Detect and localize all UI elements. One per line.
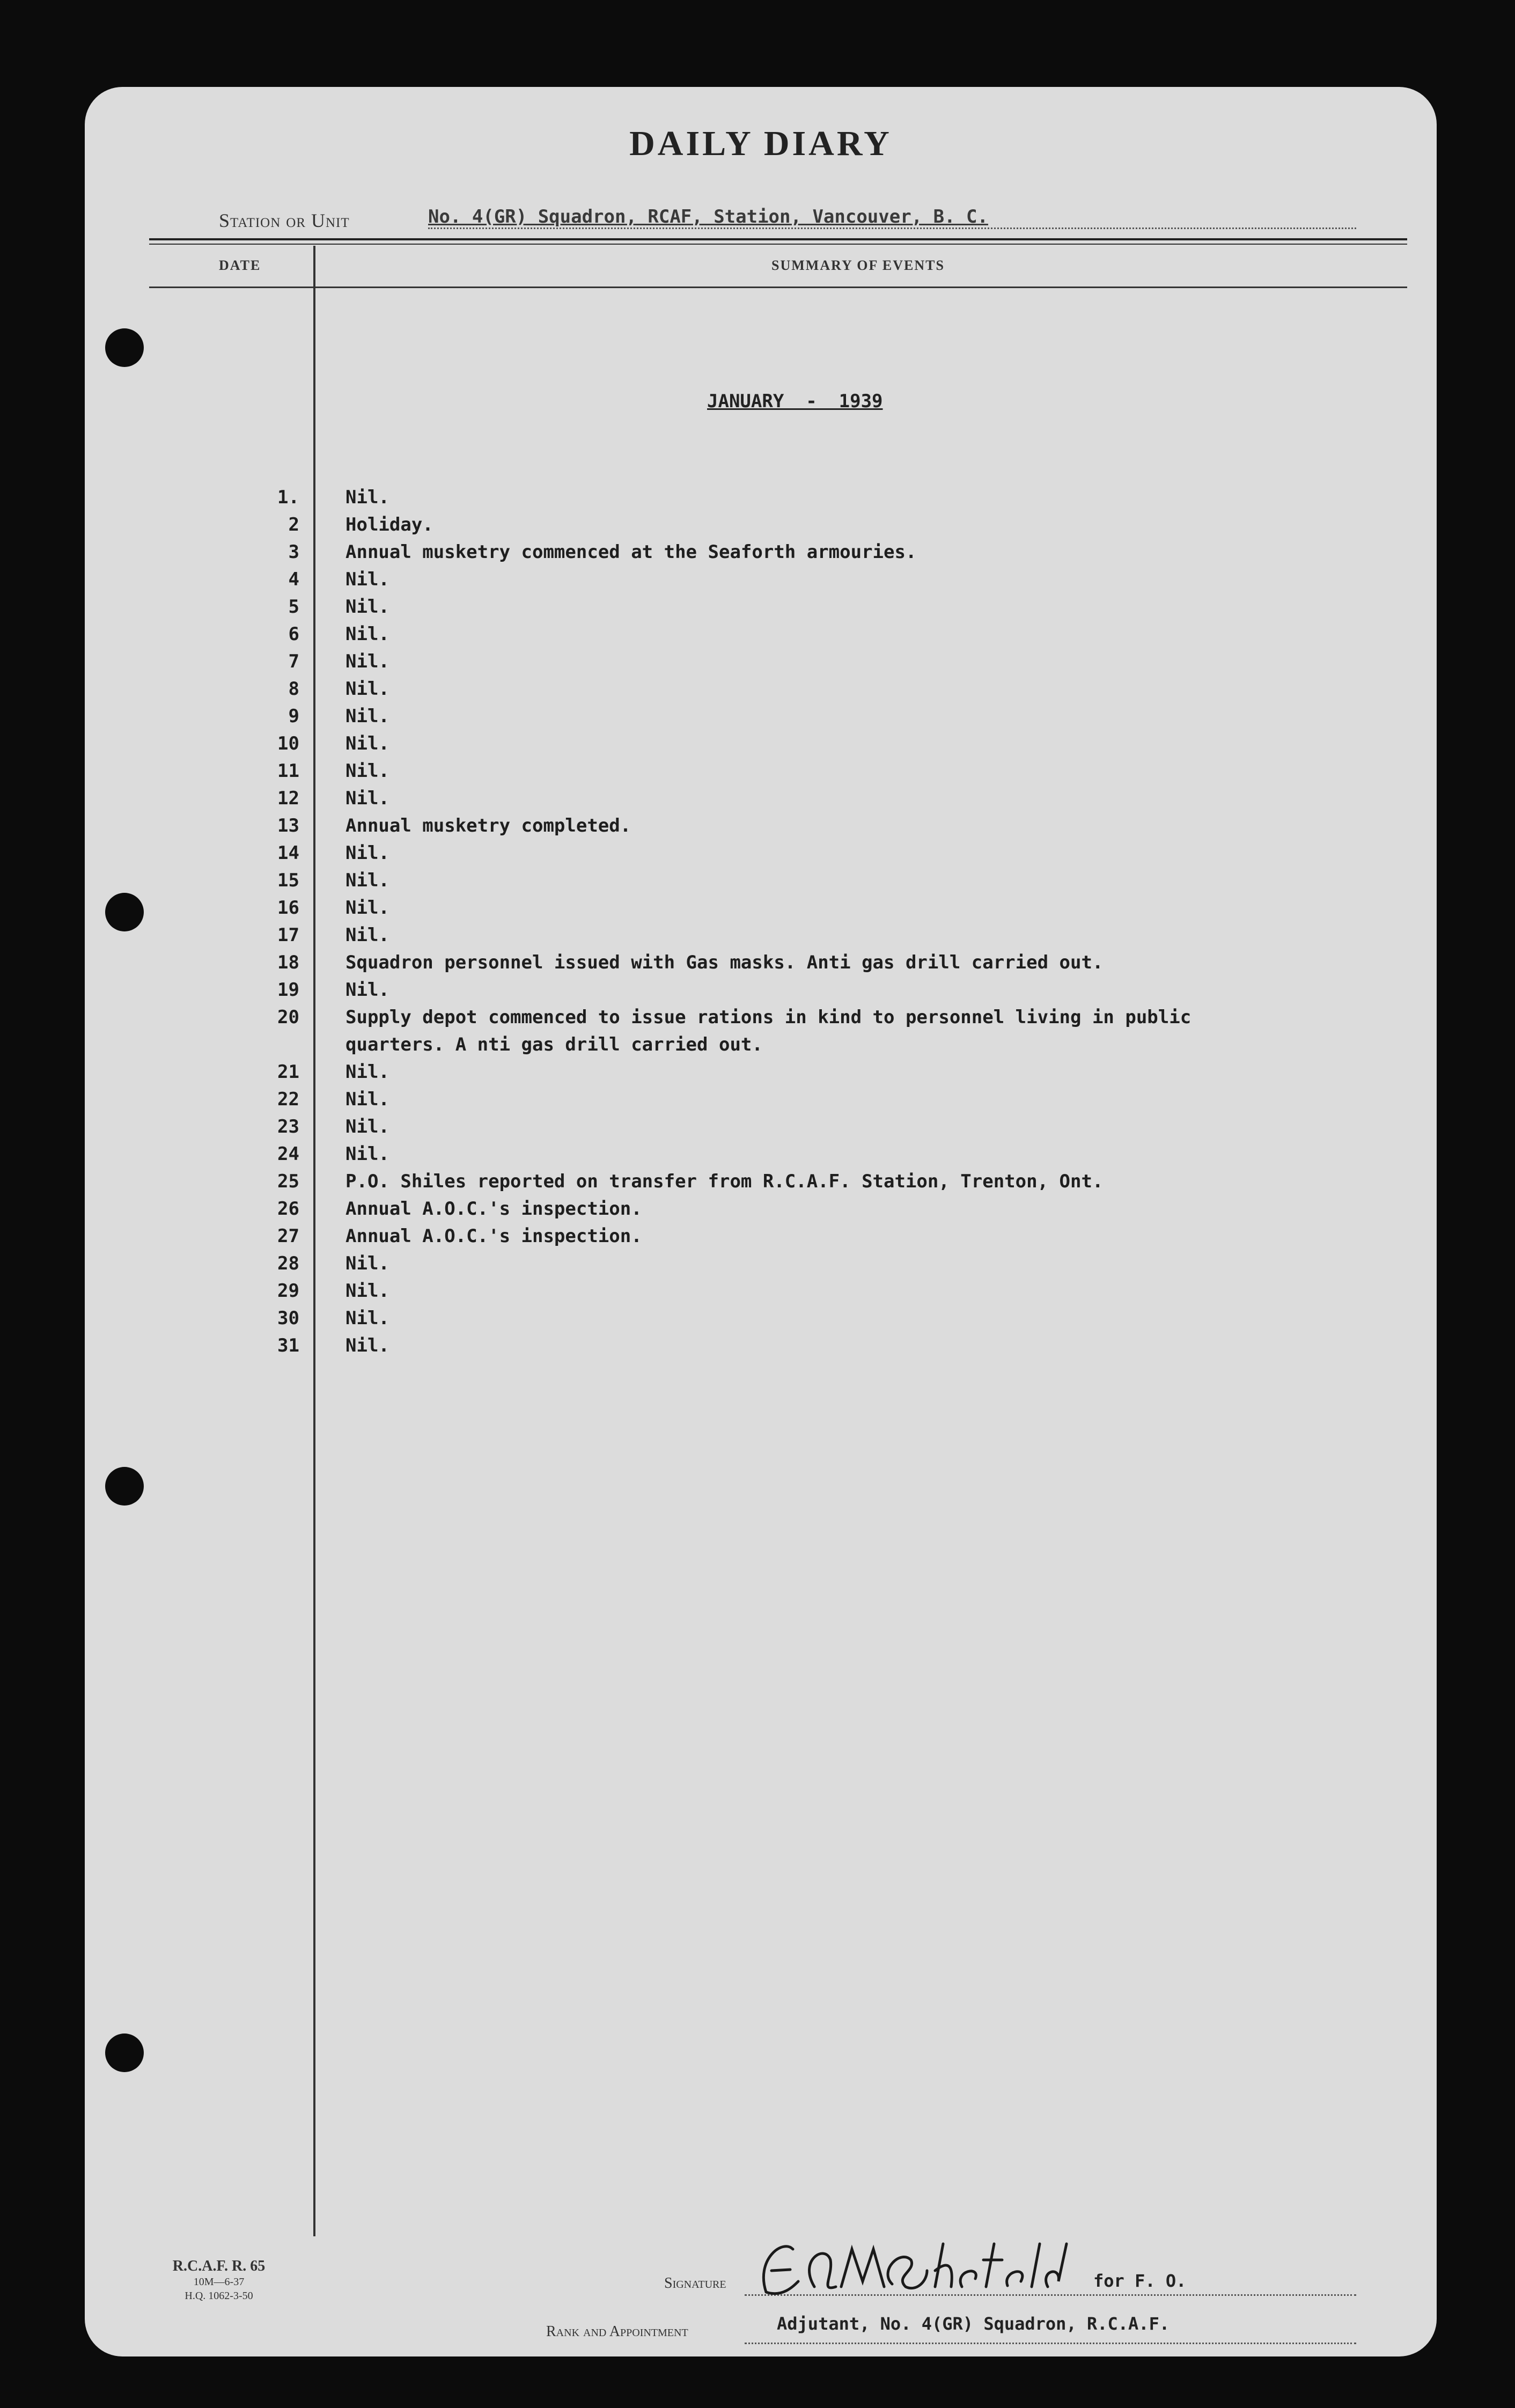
- diary-entry: [85, 539, 1437, 566]
- entry-text: Nil.: [345, 842, 389, 864]
- rank-value: Adjutant, No. 4(GR) Squadron, R.C.A.F.: [777, 2314, 1170, 2334]
- diary-entry: [85, 1305, 1437, 1332]
- entry-date: 15: [277, 870, 299, 891]
- entry-date: 10: [277, 733, 299, 754]
- punch-hole: [105, 328, 144, 367]
- entry-text: Nil.: [345, 979, 389, 1001]
- diary-entry: [85, 1168, 1437, 1195]
- entry-text: Nil.: [345, 870, 389, 891]
- entry-date: 9: [288, 706, 299, 727]
- diary-entry: [85, 785, 1437, 812]
- entry-date: 25: [277, 1171, 299, 1192]
- entry-text: Nil.: [345, 1061, 389, 1083]
- rank-line: [745, 2343, 1356, 2344]
- entry-date: 5: [288, 596, 299, 618]
- entry-date: 8: [288, 678, 299, 700]
- entry-date: 6: [288, 623, 299, 645]
- station-dotted-line: [428, 227, 1356, 229]
- diary-entry: [85, 648, 1437, 676]
- entry-text: Nil.: [345, 487, 389, 508]
- entry-date: 20: [277, 1007, 299, 1028]
- entry-text: Nil.: [345, 1116, 389, 1137]
- station-value: No. 4(GR) Squadron, RCAF, Station, Vancouver, B. C.: [428, 206, 988, 227]
- entry-date: 24: [277, 1143, 299, 1165]
- entry-text: Nil.: [345, 788, 389, 809]
- diary-entry: [85, 484, 1437, 511]
- entry-text: Nil.: [345, 1280, 389, 1302]
- rank-label: Rank and Appointment: [546, 2323, 688, 2340]
- page-title: DAILY DIARY: [629, 124, 892, 163]
- entry-text: Nil.: [345, 569, 389, 590]
- diary-entry: [85, 812, 1437, 840]
- entry-text: Nil.: [345, 733, 389, 754]
- entry-date: 17: [277, 924, 299, 946]
- entry-date: 1.: [277, 487, 299, 508]
- diary-entry: [85, 1223, 1437, 1250]
- form-print-code: H.Q. 1062-3-50: [185, 2290, 253, 2302]
- month-heading: JANUARY - 1939: [707, 391, 883, 412]
- entry-text: Nil.: [345, 678, 389, 700]
- diary-entry: [85, 1059, 1437, 1086]
- signature-suffix: for F. O.: [1093, 2271, 1187, 2291]
- entry-text: Nil.: [345, 924, 389, 946]
- entry-text: Supply depot commenced to issue rations in kind to personnel living in public quarters. A nti gas drill carried out.: [345, 1007, 1192, 1055]
- entry-date: 7: [288, 651, 299, 672]
- entry-date: 3: [288, 541, 299, 563]
- entry-text: P.O. Shiles reported on transfer from R.C.A.F. Station, Trenton, Ont.: [345, 1171, 1104, 1192]
- entry-date: 23: [277, 1116, 299, 1137]
- diary-entry: [85, 758, 1437, 785]
- entry-text: Nil.: [345, 596, 389, 618]
- diary-entry: [85, 1250, 1437, 1278]
- diary-entry: [85, 840, 1437, 867]
- diary-page: [85, 87, 1437, 2356]
- entry-text: Annual musketry commenced at the Seaforth armouries.: [345, 541, 917, 563]
- diary-entry: [85, 977, 1437, 1004]
- form-number: R.C.A.F. R. 65: [172, 2258, 266, 2274]
- entry-text: Squadron personnel issued with Gas masks. Anti gas drill carried out.: [345, 952, 1104, 973]
- diary-entry: [85, 593, 1437, 621]
- entry-text: Nil.: [345, 623, 389, 645]
- signature-label: Signature: [664, 2275, 726, 2292]
- entry-date: 27: [277, 1225, 299, 1247]
- entry-text: Nil.: [345, 706, 389, 727]
- form-print-code: 10M—6-37: [193, 2276, 245, 2288]
- entry-text: Nil.: [345, 1308, 389, 1329]
- entry-date: 2: [288, 514, 299, 535]
- entry-date: 12: [277, 788, 299, 809]
- column-header-rule: [149, 287, 1407, 288]
- diary-entry: [85, 922, 1437, 949]
- diary-entry: [85, 566, 1437, 593]
- entry-text: Nil.: [345, 897, 389, 919]
- summary-column-header: SUMMARY OF EVENTS: [771, 258, 945, 273]
- entry-text: Holiday.: [345, 514, 433, 535]
- diary-entry: [85, 867, 1437, 894]
- header-rule: [149, 244, 1407, 245]
- entry-date: 13: [277, 815, 299, 836]
- diary-entry: [85, 894, 1437, 922]
- handwritten-signature: [750, 2228, 1083, 2308]
- diary-entry: [85, 949, 1437, 977]
- entry-text: Nil.: [345, 1335, 389, 1356]
- entry-text: Nil.: [345, 1253, 389, 1274]
- diary-entry: [85, 1086, 1437, 1113]
- entry-date: 30: [277, 1308, 299, 1329]
- entry-date: 29: [277, 1280, 299, 1302]
- date-column-header: DATE: [219, 258, 261, 273]
- form-identifier: [138, 2258, 299, 2303]
- diary-entry: [85, 511, 1437, 539]
- entry-date: 31: [277, 1335, 299, 1356]
- entry-date: 16: [277, 897, 299, 919]
- diary-entries: [85, 484, 1437, 1360]
- entry-text: Annual A.O.C.'s inspection.: [345, 1198, 642, 1220]
- diary-entry: [85, 1004, 1437, 1059]
- entry-date: 28: [277, 1253, 299, 1274]
- diary-entry: [85, 1113, 1437, 1141]
- entry-text: Nil.: [345, 1143, 389, 1165]
- entry-date: 11: [277, 760, 299, 782]
- entry-text: Nil.: [345, 1089, 389, 1110]
- entry-date: 14: [277, 842, 299, 864]
- punch-hole: [105, 1467, 144, 1506]
- entry-date: 26: [277, 1198, 299, 1220]
- diary-entry: [85, 1332, 1437, 1360]
- diary-entry: [85, 621, 1437, 648]
- header-rule: [149, 238, 1407, 240]
- diary-entry: [85, 1278, 1437, 1305]
- entry-text: Nil.: [345, 651, 389, 672]
- entry-date: 4: [288, 569, 299, 590]
- entry-date: 18: [277, 952, 299, 973]
- punch-hole: [105, 2033, 144, 2072]
- diary-entry: [85, 730, 1437, 758]
- diary-entry: [85, 1141, 1437, 1168]
- diary-entry: [85, 703, 1437, 730]
- station-label: Station or Unit: [219, 210, 350, 231]
- entry-text: Annual musketry completed.: [345, 815, 631, 836]
- entry-text: Annual A.O.C.'s inspection.: [345, 1225, 642, 1247]
- diary-entry: [85, 676, 1437, 703]
- entry-date: 21: [277, 1061, 299, 1083]
- entry-date: 22: [277, 1089, 299, 1110]
- entry-text: Nil.: [345, 760, 389, 782]
- diary-entry: [85, 1195, 1437, 1223]
- entry-date: 19: [277, 979, 299, 1001]
